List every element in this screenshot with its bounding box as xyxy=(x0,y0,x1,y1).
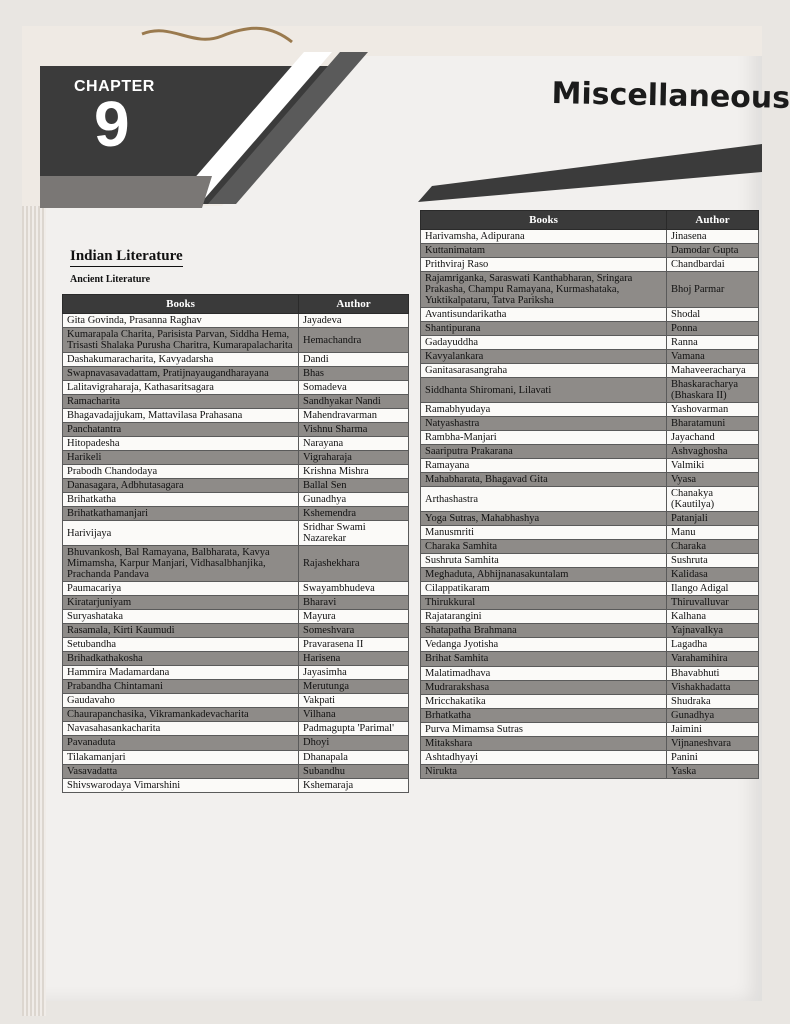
table-row xyxy=(63,395,409,409)
table-row xyxy=(421,694,759,708)
table-row xyxy=(421,624,759,638)
table-row xyxy=(421,512,759,526)
book-cell: Ramabhyudaya xyxy=(421,403,667,417)
author-cell: Bharatamuni xyxy=(667,417,759,431)
chapter-base-band xyxy=(40,176,212,208)
table-row xyxy=(63,638,409,652)
table-row xyxy=(421,540,759,554)
author-cell: Kshemendra xyxy=(299,507,409,521)
book-cell: Rajatarangini xyxy=(421,610,667,624)
table-row xyxy=(421,459,759,473)
book-cell: Mudrarakshasa xyxy=(421,680,667,694)
author-cell: Vamana xyxy=(667,350,759,364)
author-cell: Sandhyakar Nandi xyxy=(299,395,409,409)
table-row xyxy=(63,409,409,423)
table-row xyxy=(63,546,409,582)
author-column-header: Author xyxy=(299,295,409,314)
author-cell: Rajashekhara xyxy=(299,546,409,582)
table-row xyxy=(63,694,409,708)
book-cell: Arthashastra xyxy=(421,487,667,512)
author-cell: Narayana xyxy=(299,437,409,451)
author-cell: Vigraharaja xyxy=(299,451,409,465)
author-cell: Valmiki xyxy=(667,459,759,473)
table-row xyxy=(63,764,409,778)
author-cell: Patanjali xyxy=(667,512,759,526)
author-cell: Ilango Adigal xyxy=(667,582,759,596)
table-row xyxy=(63,493,409,507)
book-cell: Harikeli xyxy=(63,451,299,465)
table-row xyxy=(421,336,759,350)
book-cell: Navasahasankacharita xyxy=(63,722,299,736)
book-cell: Hitopadesha xyxy=(63,437,299,451)
book-cell: Danasagara, Adbhutasagara xyxy=(63,479,299,493)
book-cell: Swapnavasavadattam, Pratijnayaugandharayana xyxy=(63,367,299,381)
book-cell: Brihat Samhita xyxy=(421,652,667,666)
book-cell: Sushruta Samhita xyxy=(421,554,667,568)
author-cell: Vishnu Sharma xyxy=(299,423,409,437)
table-row xyxy=(63,479,409,493)
table-row xyxy=(63,708,409,722)
table-row xyxy=(63,381,409,395)
book-cell: Mitakshara xyxy=(421,736,667,750)
author-column-header: Author xyxy=(667,211,759,230)
table-row xyxy=(63,722,409,736)
table-row xyxy=(421,244,759,258)
author-cell: Mahaveeracharya xyxy=(667,364,759,378)
table-row xyxy=(63,328,409,353)
table-row xyxy=(421,610,759,624)
table-row xyxy=(63,437,409,451)
table-row xyxy=(63,778,409,792)
table-row xyxy=(421,431,759,445)
book-cell: Dashakumaracharita, Kavyadarsha xyxy=(63,353,299,367)
table-row xyxy=(63,750,409,764)
author-cell: Somadeva xyxy=(299,381,409,395)
chapter-banner xyxy=(22,26,762,226)
table-row xyxy=(63,507,409,521)
author-cell: Gunadhya xyxy=(667,708,759,722)
author-cell: Padmagupta 'Parimal' xyxy=(299,722,409,736)
book-cell: Rambha-Manjari xyxy=(421,431,667,445)
author-cell: Mahendravarman xyxy=(299,409,409,423)
book-cell: Charaka Samhita xyxy=(421,540,667,554)
book-cell: Pavanaduta xyxy=(63,736,299,750)
book-cell: Ashtadhyayi xyxy=(421,750,667,764)
table-row xyxy=(63,652,409,666)
book-cell: Brihatkathamanjari xyxy=(63,507,299,521)
table-row xyxy=(421,487,759,512)
table-row xyxy=(421,364,759,378)
author-cell: Shudraka xyxy=(667,694,759,708)
author-cell: Bhas xyxy=(299,367,409,381)
table-row xyxy=(421,272,759,308)
author-cell: Shodal xyxy=(667,308,759,322)
book-cell: Ramayana xyxy=(421,459,667,473)
table-row xyxy=(421,708,759,722)
book-cell: Purva Mimamsa Sutras xyxy=(421,722,667,736)
author-cell: Vakpati xyxy=(299,694,409,708)
book-cell: Kiratarjuniyam xyxy=(63,596,299,610)
author-cell: Bharavi xyxy=(299,596,409,610)
table-row xyxy=(63,314,409,328)
book-cell: Siddhanta Shiromani, Lilavati xyxy=(421,378,667,403)
table-row xyxy=(63,666,409,680)
author-cell: Vijnaneshvara xyxy=(667,736,759,750)
book-cell: Ganitasarasangraha xyxy=(421,364,667,378)
author-cell: Kshemaraja xyxy=(299,778,409,792)
section-heading: Indian Literature xyxy=(70,248,183,267)
author-cell: Panini xyxy=(667,750,759,764)
table-row xyxy=(63,451,409,465)
table-row xyxy=(421,308,759,322)
book-cell: Shantipurana xyxy=(421,322,667,336)
table-row xyxy=(63,465,409,479)
book-cell: Cilappatikaram xyxy=(421,582,667,596)
author-cell: Hemachandra xyxy=(299,328,409,353)
book-cell: Shatapatha Brahmana xyxy=(421,624,667,638)
book-cell: Rajamriganka, Saraswati Kanthabharan, Sringara Prakasha, Champu Ramayana, Kurmashataka, Yuktikalpataru, Tatva Pariksha xyxy=(421,272,667,308)
author-cell: Merutunga xyxy=(299,680,409,694)
author-cell: Pravarasena II xyxy=(299,638,409,652)
book-cell: Vasavadatta xyxy=(63,764,299,778)
table-row xyxy=(421,582,759,596)
book-cell: Brihadkathakosha xyxy=(63,652,299,666)
table-row xyxy=(421,750,759,764)
author-cell: Sridhar Swami Nazarekar xyxy=(299,521,409,546)
author-cell: Jayasimha xyxy=(299,666,409,680)
author-cell: Harisena xyxy=(299,652,409,666)
book-cell: Lalitavigraharaja, Kathasaritsagara xyxy=(63,381,299,395)
table-row xyxy=(421,638,759,652)
book-cell: Ramacharita xyxy=(63,395,299,409)
author-cell: Jaimini xyxy=(667,722,759,736)
author-cell: Charaka xyxy=(667,540,759,554)
table-row xyxy=(421,403,759,417)
book-cell: Paumacariya xyxy=(63,582,299,596)
author-cell: Dandi xyxy=(299,353,409,367)
table-row xyxy=(63,521,409,546)
book-cell: Bhuvankosh, Bal Ramayana, Balbharata, Kavya Mimamsha, Karpur Manjari, Vidhasalbhanjika, Prachanda Pandava xyxy=(63,546,299,582)
chapter-label: CHAPTER xyxy=(74,78,155,95)
book-cell: Natyashastra xyxy=(421,417,667,431)
author-cell: Bhaskaracharya (Bhaskara II) xyxy=(667,378,759,403)
table-row xyxy=(421,736,759,750)
author-cell: Jayachand xyxy=(667,431,759,445)
author-cell: Sushruta xyxy=(667,554,759,568)
table-header-row xyxy=(421,211,759,230)
right-literature-table xyxy=(420,210,759,779)
table-row xyxy=(63,596,409,610)
table-row xyxy=(63,367,409,381)
table-row xyxy=(63,353,409,367)
author-cell: Bhavabhuti xyxy=(667,666,759,680)
author-cell: Subandhu xyxy=(299,764,409,778)
author-cell: Varahamihira xyxy=(667,652,759,666)
book-cell: Meghaduta, Abhijnanasakuntalam xyxy=(421,568,667,582)
author-cell: Gunadhya xyxy=(299,493,409,507)
author-cell: Manu xyxy=(667,526,759,540)
author-cell: Dhanapala xyxy=(299,750,409,764)
table-row xyxy=(421,258,759,272)
table-row xyxy=(421,568,759,582)
book-cell: Prithviraj Raso xyxy=(421,258,667,272)
author-cell: Yashovarman xyxy=(667,403,759,417)
book-cell: Chaurapanchasika, Vikramankadevacharita xyxy=(63,708,299,722)
author-cell: Jinasena xyxy=(667,230,759,244)
book-cell: Mricchakatika xyxy=(421,694,667,708)
table-row xyxy=(421,378,759,403)
table-row xyxy=(421,417,759,431)
book-cell: Rasamala, Kirti Kaumudi xyxy=(63,624,299,638)
author-cell: Damodar Gupta xyxy=(667,244,759,258)
left-table-body xyxy=(63,314,409,793)
books-column-header: Books xyxy=(421,211,667,230)
book-cell: Gita Govinda, Prasanna Raghav xyxy=(63,314,299,328)
author-cell: Yaska xyxy=(667,764,759,778)
table-row xyxy=(421,554,759,568)
books-column-header: Books xyxy=(63,295,299,314)
author-cell: Thiruvalluvar xyxy=(667,596,759,610)
author-cell: Ashvaghosha xyxy=(667,445,759,459)
right-table-body xyxy=(421,230,759,779)
book-cell: Tilakamanjari xyxy=(63,750,299,764)
author-cell: Dhoyi xyxy=(299,736,409,750)
author-cell: Ponna xyxy=(667,322,759,336)
book-page xyxy=(22,26,790,1001)
author-cell: Mayura xyxy=(299,610,409,624)
author-cell: Krishna Mishra xyxy=(299,465,409,479)
author-cell: Lagadha xyxy=(667,638,759,652)
book-cell: Nirukta xyxy=(421,764,667,778)
title-underline-band xyxy=(418,144,762,202)
author-cell: Jayadeva xyxy=(299,314,409,328)
author-cell: Swayambhudeva xyxy=(299,582,409,596)
table-row xyxy=(63,582,409,596)
table-row xyxy=(421,680,759,694)
author-cell: Ranna xyxy=(667,336,759,350)
author-cell: Bhoj Parmar xyxy=(667,272,759,308)
table-row xyxy=(421,596,759,610)
book-cell: Kuttanimatam xyxy=(421,244,667,258)
author-cell: Vishakhadatta xyxy=(667,680,759,694)
table-row xyxy=(63,680,409,694)
book-cell: Setubandha xyxy=(63,638,299,652)
book-cell: Prabandha Chintamani xyxy=(63,680,299,694)
book-cell: Harivamsha, Adipurana xyxy=(421,230,667,244)
author-cell: Chandbardai xyxy=(667,258,759,272)
table-row xyxy=(421,230,759,244)
book-cell: Kumarapala Charita, Parisista Parvan, Siddha Hema, Trisasti Shalaka Purusha Charitra, Kumarapalacharita xyxy=(63,328,299,353)
book-cell: Gaudavaho xyxy=(63,694,299,708)
table-row xyxy=(421,722,759,736)
book-cell: Shivswarodaya Vimarshini xyxy=(63,778,299,792)
author-cell: Kalidasa xyxy=(667,568,759,582)
section-subheading: Ancient Literature xyxy=(70,274,151,285)
book-cell: Malatimadhava xyxy=(421,666,667,680)
book-cell: Manusmriti xyxy=(421,526,667,540)
table-row xyxy=(421,666,759,680)
table-row xyxy=(421,445,759,459)
book-cell: Saariputra Prakarana xyxy=(421,445,667,459)
table-row xyxy=(421,350,759,364)
table-row xyxy=(63,736,409,750)
table-row xyxy=(421,473,759,487)
table-row xyxy=(63,610,409,624)
book-cell: Prabodh Chandodaya xyxy=(63,465,299,479)
book-cell: Thirukkural xyxy=(421,596,667,610)
page-title: Miscellaneous xyxy=(551,76,790,116)
book-cell: Avantisundarikatha xyxy=(421,308,667,322)
author-cell: Someshvara xyxy=(299,624,409,638)
book-cell: Harivijaya xyxy=(63,521,299,546)
author-cell: Yajnavalkya xyxy=(667,624,759,638)
table-header-row xyxy=(63,295,409,314)
book-cell: Yoga Sutras, Mahabhashya xyxy=(421,512,667,526)
table-row xyxy=(421,526,759,540)
chapter-number: 9 xyxy=(94,88,130,160)
book-cell: Gadayuddha xyxy=(421,336,667,350)
book-cell: Suryashataka xyxy=(63,610,299,624)
author-cell: Vilhana xyxy=(299,708,409,722)
table-row xyxy=(421,652,759,666)
book-cell: Panchatantra xyxy=(63,423,299,437)
book-cell: Brihatkatha xyxy=(63,493,299,507)
author-cell: Chanakya (Kautilya) xyxy=(667,487,759,512)
book-cell: Kavyalankara xyxy=(421,350,667,364)
table-row xyxy=(63,423,409,437)
table-row xyxy=(421,764,759,778)
book-cell: Brhatkatha xyxy=(421,708,667,722)
author-cell: Ballal Sen xyxy=(299,479,409,493)
book-cell: Mahabharata, Bhagavad Gita xyxy=(421,473,667,487)
book-cell: Vedanga Jyotisha xyxy=(421,638,667,652)
table-row xyxy=(421,322,759,336)
author-cell: Kalhana xyxy=(667,610,759,624)
left-literature-table xyxy=(62,294,409,793)
author-cell: Vyasa xyxy=(667,473,759,487)
book-cell: Hammira Madamardana xyxy=(63,666,299,680)
book-cell: Bhagavadajjukam, Mattavilasa Prahasana xyxy=(63,409,299,423)
table-row xyxy=(63,624,409,638)
